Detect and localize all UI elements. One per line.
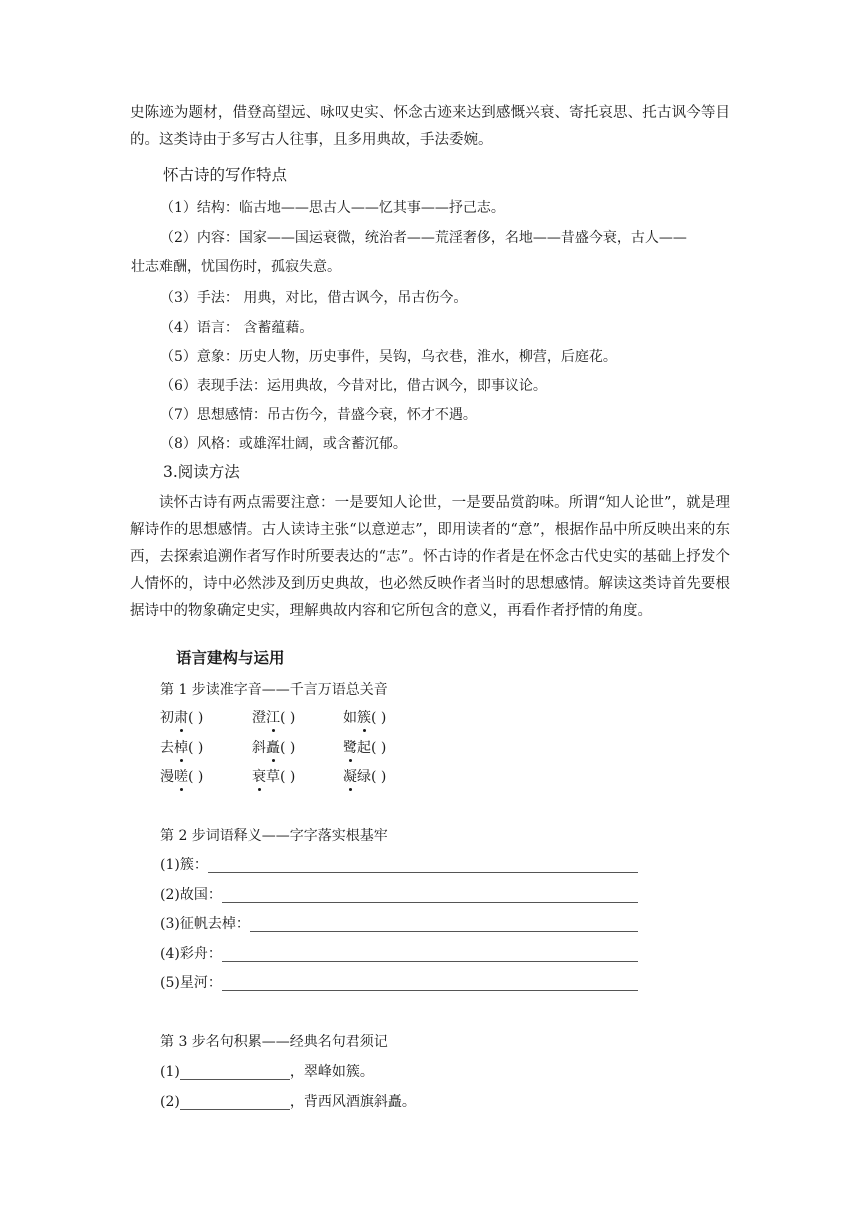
quote-item [160,1062,374,1082]
answer-underline [250,917,638,932]
definition-term: (2)故国： [160,887,222,903]
pronunciation-item [252,767,295,787]
feature-item-8: （8）风格：或雄浑壮阔，或含蓄沉郁。 [160,436,407,452]
feature-item-2-cont: 壮志难酬，忧国伤时，孤寂失意。 [131,259,341,275]
answer-blank: ( ) [188,740,204,756]
step3-title: 第 3 步名句积累——经典名句君须记 [160,1034,388,1050]
definition-item [160,914,638,934]
answer-blank: ( ) [188,769,204,785]
feature-item-1: （1）结构：临古地——思古人——忆其事——抒己志。 [160,200,505,216]
emphasized-char: 嗟 [174,769,188,785]
emphasized-char: 鹭 [343,740,357,756]
feature-item-4: （4）语言： 含蓄蕴藉。 [160,320,314,336]
word-char: 起 [357,740,371,756]
emphasized-char: 棹 [174,740,188,756]
answer-blank: ( ) [188,710,204,726]
feature-item-7: （7）思想感情：吊古伤今，昔盛今衰，怀才不遇。 [160,407,477,423]
emphasized-char: 矗 [266,740,280,756]
word-char: 如 [343,710,357,726]
answer-underline [222,947,638,962]
step2-title: 第 2 步词语释义——字字落实根基牢 [160,828,388,844]
features-heading: 怀古诗的写作特点 [163,166,288,184]
definition-term: (3)征帆去棹： [160,916,250,932]
answer-blank: ( ) [280,740,296,756]
step1-title: 第 1 步读准字音——千言万语总关音 [160,682,388,698]
feature-item-2: （2）内容：国家——国运衰微，统治者——荒淫奢侈，名地——昔盛今衰，古人—— [160,230,687,246]
intro-paragraph: 史陈迹为题材，借登高望远、咏叹史实、怀念古迹来达到感慨兴衰、寄托哀思、托古讽今等目的。这类诗由于多写古人往事，且多用典故，手法委婉。 [130,105,730,148]
quote-suffix: ，背西风酒旗斜矗。 [289,1094,416,1110]
pronunciation-item [252,738,295,758]
answer-underline [180,1065,290,1080]
reading-heading: 3.阅读方法 [163,463,240,481]
word-char: 斜 [252,740,266,756]
answer-blank: ( ) [280,769,296,785]
answer-underline [208,858,638,873]
pronunciation-item [343,738,386,758]
word-char: 绿 [357,769,371,785]
definition-term: (5)星河： [160,975,222,991]
answer-underline [222,888,638,903]
word-char: 漫 [160,769,174,785]
quote-item [160,1092,416,1112]
word-char: 澄 [252,710,266,726]
feature-item-3: （3）手法： 用典，对比，借古讽今，吊古伤今。 [160,290,468,306]
pronunciation-item [252,708,295,728]
definition-item [160,855,638,875]
pronunciation-item [343,708,386,728]
definition-item [160,973,638,993]
definition-item [160,885,638,905]
answer-underline [180,1095,290,1110]
answer-blank: ( ) [371,769,387,785]
emphasized-char: 肃 [174,710,188,726]
emphasized-char: 江 [266,710,280,726]
definition-term: (1)簇： [160,857,208,873]
section-title: 语言建构与运用 [176,648,285,667]
definition-item [160,944,638,964]
answer-underline [222,976,638,991]
feature-item-6: （6）表现手法：运用典故，今昔对比，借古讽今，即事议论。 [160,378,547,394]
answer-blank: ( ) [280,710,296,726]
emphasized-char: 簇 [357,710,371,726]
feature-item-5: （5）意象：历史人物，历史事件，吴钩，乌衣巷，淮水，柳营，后庭花。 [160,349,617,365]
quote-suffix: ，翠峰如簇。 [289,1064,374,1080]
emphasized-char: 衰 [252,769,266,785]
reading-paragraph [130,490,730,625]
pronunciation-item [343,767,386,787]
word-char: 草 [266,769,280,785]
emphasized-char: 凝 [343,769,357,785]
answer-blank: ( ) [371,710,387,726]
answer-blank: ( ) [371,740,387,756]
quote-label: (1) [160,1064,180,1080]
pronunciation-item [160,767,203,787]
word-char: 去 [160,740,174,756]
reading-paragraph-text: 读怀古诗有两点需要注意：一是要知人论世，一是要品赏韵味。所谓“知人论世”，就是理解诗作的思想感情。古人读诗主张“以意逆志”，即用读者的“意”，根据作品中所反映出来的东西，去探索追溯作者写作时所要表达的“志”。怀古诗的作者是在怀念古代史实的基础上抒发个人情怀的，诗中必然涉及到历史典故，也必然反映作者当时的思想感情。解读这类诗首先要根据诗中的物象确定史实，理解典故内容和它所包含的意义，再看作者抒情的角度。 [130,495,730,619]
word-char: 初 [160,710,174,726]
definition-term: (4)彩舟： [160,946,222,962]
pronunciation-item [160,708,203,728]
quote-label: (2) [160,1094,180,1110]
pronunciation-item [160,738,203,758]
